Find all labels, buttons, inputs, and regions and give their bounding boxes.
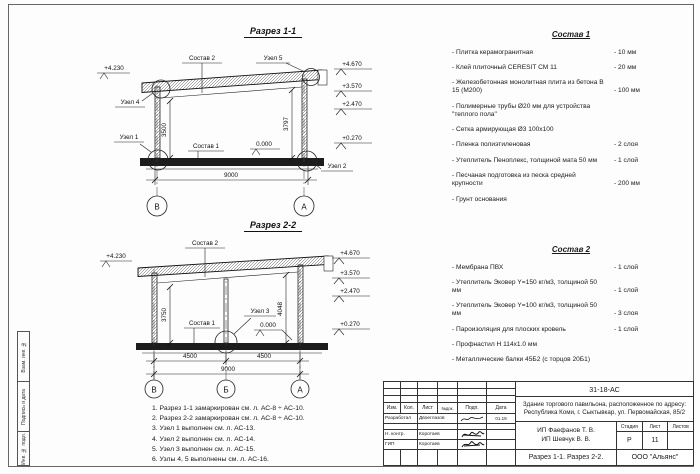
date-gip	[487, 440, 515, 450]
uzel4-label: Узел 4	[120, 99, 140, 106]
dim-right-height	[283, 87, 295, 161]
label-sostav1	[188, 143, 224, 158]
roof-fascia	[324, 256, 333, 271]
label-level-left	[97, 65, 130, 79]
col-ndok: №док.	[438, 403, 458, 414]
wall-left	[152, 273, 157, 343]
axis-letter: В	[151, 385, 157, 395]
revision-cell	[438, 389, 458, 396]
name-gip: Коротаев	[418, 440, 458, 450]
item-name: - Мембрана ПВХ	[452, 263, 504, 271]
label-sostav1	[184, 320, 220, 343]
object-description: Здание торгового павильона, расположенное по адресу: Республика Коми, г. Сыктывкар, ул. Первомайская, 85/2	[516, 397, 693, 422]
stamp-middle-row	[516, 422, 693, 450]
elevation-marks	[332, 250, 370, 335]
sostav1-title: Состав 1	[551, 30, 591, 39]
stage-col-stadiya: Стадия	[617, 422, 643, 431]
revision-cell	[438, 450, 458, 465]
note-line: 4. Узел 2 выполнен см. л. АС-14.	[152, 435, 256, 443]
revision-cell	[418, 389, 438, 396]
elevation-value: +0.270	[340, 321, 360, 328]
list-item	[452, 103, 690, 119]
dim-value: 3750	[161, 307, 168, 323]
doc-number: 31-18-АС	[516, 382, 693, 397]
section-title: Разрез 1-1	[249, 26, 297, 36]
elevation-value: +2.470	[340, 288, 360, 295]
item-value: - 200 мм	[614, 180, 640, 188]
stage-col-listov: Листов	[672, 423, 689, 430]
signature	[460, 430, 485, 439]
sostav2-label: Состав 2	[191, 240, 219, 247]
margin-label: Инв. № подл.	[20, 432, 27, 465]
elevation-value: +3.570	[340, 270, 360, 277]
item-name: - Металлические балки 45Б2 (с торцов 20Б1)	[452, 356, 591, 364]
item-name: - Железобетонная монолитная плита из бетона В 15 (М200)	[452, 79, 604, 95]
revision-cell	[487, 450, 515, 465]
revision-cell	[384, 389, 401, 396]
stamp-bottom-row	[516, 450, 693, 465]
col-podp: Подп.	[458, 403, 487, 414]
elevation-value: +4.670	[342, 61, 362, 68]
revision-cell	[418, 396, 438, 403]
axis-letter: А	[297, 385, 303, 395]
building-outline	[140, 70, 327, 169]
revision-cell	[401, 396, 418, 403]
dim-left-height	[161, 284, 173, 346]
margin-cell-podpis	[18, 382, 29, 432]
dim-value: 4500	[182, 353, 198, 360]
item-value: - 20 мм	[614, 64, 637, 71]
dim-value: 9000	[223, 172, 239, 179]
elevation-value: +2.470	[342, 101, 362, 108]
revision-cell	[438, 396, 458, 403]
note-line: 5. Узел 3 выполнен см. л. АС-15.	[152, 445, 256, 453]
margin-label: Подпись и дата	[20, 388, 27, 425]
list-item	[452, 172, 690, 188]
revision-cell	[401, 382, 418, 389]
notes-list	[152, 404, 387, 465]
role-gip: ГИП	[384, 440, 418, 450]
sostav2-list	[452, 245, 690, 372]
elevation-value: +4.670	[340, 250, 360, 257]
floor-slab	[136, 343, 328, 350]
list-item	[452, 196, 690, 204]
revision-cell	[384, 382, 401, 389]
stage-table	[617, 422, 693, 449]
section-2-2-drawing	[30, 213, 430, 403]
dim-spans	[146, 351, 309, 379]
sostav1-label: Состав 1	[188, 320, 216, 327]
signature-gip	[458, 440, 487, 450]
uzel5-label: Узел 5	[263, 55, 283, 62]
list-item	[452, 264, 690, 272]
sostav2-label: Состав 2	[188, 55, 216, 62]
item-value: - 100 мм	[614, 87, 640, 95]
dim-value: 4048	[277, 301, 284, 317]
note-line: 2. Разрез 2-2 замаркирован см. л. АС-8 ÷ АС-10.	[152, 415, 305, 423]
client-1: ИП Фаефанов Т. В.	[537, 427, 595, 435]
name-nkontr: Коротаев	[418, 430, 458, 440]
revision-cell	[487, 382, 515, 389]
item-name: - Пленка полиэтиленовая	[452, 141, 531, 149]
axis-letter: В	[154, 202, 160, 212]
stage-value: Р	[617, 432, 643, 449]
sheets-total	[668, 432, 693, 449]
item-value: - 1 слой	[614, 325, 639, 333]
roof-band	[142, 70, 322, 93]
item-name: - Клей плиточный CERESIT СМ 11	[452, 64, 557, 71]
margin-cell-inv	[18, 432, 29, 465]
stamp-right	[516, 382, 693, 465]
building-outline	[136, 256, 333, 353]
list-item	[452, 79, 690, 95]
uzel3-label: Узел 3	[250, 308, 270, 315]
axis-letter: А	[301, 202, 307, 212]
item-name: - Утеплитель Пеноплекс, толщиной мата 50 мм	[452, 156, 598, 164]
margin-label: Взам. инв. №	[20, 340, 27, 373]
title-block	[383, 381, 694, 466]
revision-cell	[458, 450, 487, 465]
revision-cell	[487, 396, 515, 403]
axis-letter: Б	[223, 385, 229, 395]
section-title: Разрез 2-2	[249, 220, 297, 230]
level-value: 0.000	[260, 322, 276, 329]
dim-value: 3500	[161, 122, 168, 138]
dim-value: 3797	[283, 116, 290, 132]
signature	[460, 440, 485, 449]
elevation-marks	[334, 61, 372, 149]
list-item	[452, 302, 690, 318]
revision-cell	[401, 450, 418, 465]
list-item	[452, 279, 690, 295]
dim-value: 9000	[220, 366, 236, 373]
list-item	[452, 64, 690, 72]
revision-table	[384, 382, 516, 465]
item-value: - 1 слой	[614, 263, 639, 271]
item-name: - Утеплитель Эковер Y=150 кг/м3, толщиной 50 мм	[452, 279, 598, 294]
list-item	[452, 141, 690, 149]
dim-value: 4500	[256, 353, 272, 360]
uzel2-label: Узел 2	[327, 163, 347, 170]
revision-cell	[458, 382, 487, 389]
company-name: ООО "Альянс"	[631, 454, 679, 461]
list-item	[452, 126, 690, 134]
date-nkontr	[487, 430, 515, 440]
section-1-1-drawing	[30, 20, 430, 230]
uzel1-label: Узел 1	[119, 134, 139, 141]
role-razrabotal: Разработал	[384, 414, 418, 424]
level-value: 0.000	[256, 141, 272, 148]
col-list: Лист	[418, 403, 438, 414]
item-value: - 3 слоя	[614, 310, 638, 318]
label-zero-level	[250, 141, 280, 155]
role-nkontr: Н. контр.	[384, 430, 418, 440]
revision-cell	[401, 389, 418, 396]
level-value: +4.230	[104, 65, 124, 72]
revision-cell	[384, 396, 401, 403]
item-value: - 2 слоя	[614, 141, 638, 149]
clients-cell	[516, 422, 617, 449]
elevation-value: +0.270	[342, 135, 362, 142]
sostav1-list	[452, 30, 690, 211]
item-value: - 10 мм	[614, 48, 637, 56]
sostav1-label: Состав 1	[192, 143, 220, 150]
sheet-title: Разрез 1-1. Разрез 2-2.	[516, 450, 617, 465]
note-line: 3. Узел 1 выполнен см. л. АС-13.	[152, 425, 256, 433]
item-name: - Полимерные трубы Ø20 мм для устройства "теплого пола"	[452, 102, 591, 118]
wall-right	[298, 265, 303, 343]
section-1-1-title	[244, 26, 302, 38]
list-item	[452, 341, 690, 349]
note-line: 6. Узлы 4, 5 выполнены см. л. АС-16.	[152, 455, 269, 463]
item-name: - Грунт основания	[452, 195, 507, 203]
stage-values	[617, 432, 693, 449]
name-razrabotal: Двоеглазов	[418, 414, 458, 424]
col-data: Дата	[487, 403, 515, 414]
list-item	[452, 49, 690, 57]
axes	[147, 74, 314, 216]
list-item	[452, 326, 690, 334]
signature-nkontr	[458, 430, 487, 440]
col-izm: Изм.	[384, 403, 401, 414]
section-2-2-title	[244, 220, 302, 232]
client-2: ИП Шевчук В. В.	[541, 435, 591, 443]
sostav2-title: Состав 2	[551, 245, 591, 254]
stage-col-list: Лист	[643, 422, 669, 431]
signature-razrabotal	[458, 414, 487, 424]
sheet-number: 11	[643, 432, 669, 449]
revision-cell	[487, 389, 515, 396]
item-value: - 1 слой	[614, 156, 639, 164]
item-value: - 1 слой	[614, 286, 639, 294]
date-razrabotal: 01.19	[487, 414, 515, 424]
item-name: - Пароизоляция для плоских кровель	[452, 325, 566, 333]
revision-cell	[418, 450, 438, 465]
col-kol: Кол.	[401, 403, 418, 414]
item-name: - Утеплитель Эковер Y=100 кг/м3, толщиной 50 мм	[452, 302, 598, 318]
level-value: +4.230	[106, 253, 126, 260]
margin-cell-vzam	[18, 332, 29, 382]
list-item	[452, 356, 690, 364]
label-level-left	[100, 253, 132, 267]
stage-header	[617, 422, 693, 432]
signature	[460, 415, 485, 423]
list-item	[452, 157, 690, 165]
revision-cell	[384, 450, 401, 465]
wall-right	[302, 79, 307, 158]
revision-cell	[458, 389, 487, 396]
item-name: - Песчаная подготовка из песка средней крупности	[452, 172, 576, 188]
margin-strip	[17, 331, 30, 466]
elevation-value: +3.570	[342, 83, 362, 90]
item-name: - Сетка армирующая Ø3 100х100	[452, 126, 554, 134]
item-name: - Профнастил Н 114х1.0 мм	[452, 341, 537, 349]
note-line: 1. Разрез 1-1 замаркирован см. л. АС-8 ÷ АС-10.	[152, 405, 305, 412]
revision-cell	[438, 382, 458, 389]
item-name: - Плитка керамогранитная	[452, 48, 533, 56]
revision-cell	[418, 382, 438, 389]
revision-cell	[458, 396, 487, 403]
